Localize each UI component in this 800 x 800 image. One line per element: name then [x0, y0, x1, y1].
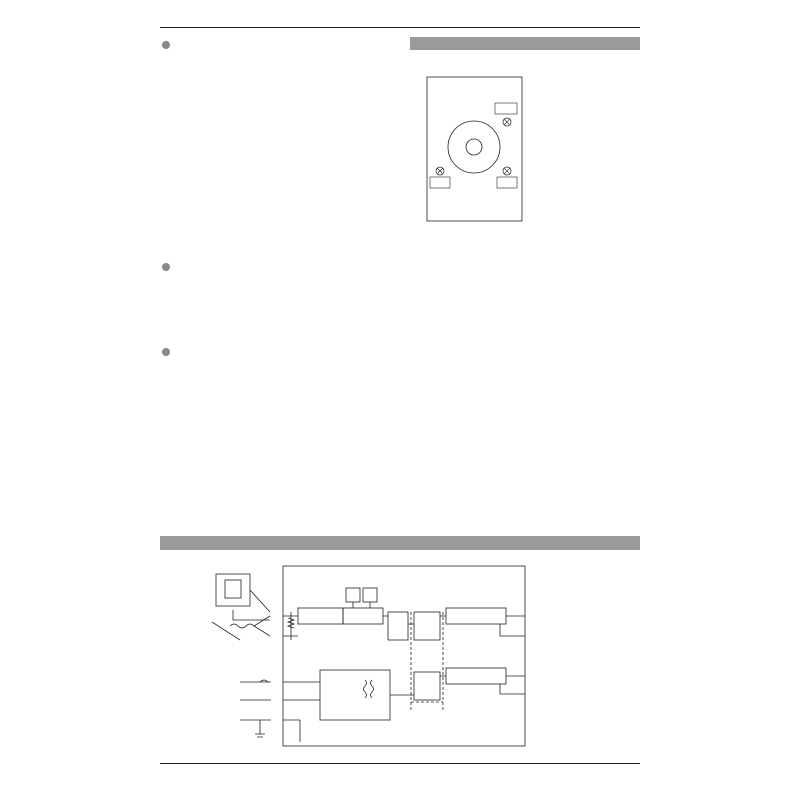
span-trimmer — [363, 588, 377, 602]
socket-circle — [448, 121, 500, 173]
section-material — [162, 347, 174, 358]
iso-block-2 — [414, 612, 440, 640]
socket-drawing — [425, 75, 525, 225]
socket-key — [466, 139, 482, 155]
zero-trimmer — [346, 588, 360, 602]
section-install — [162, 262, 174, 273]
screw-icon — [503, 167, 511, 175]
ct-coil — [230, 624, 254, 628]
principle-diagram — [160, 552, 640, 757]
out2-block — [446, 668, 506, 684]
document-header — [160, 13, 640, 27]
amp-block — [343, 608, 383, 624]
footer-rule — [160, 763, 640, 764]
bullet-icon — [162, 41, 170, 49]
wire — [233, 610, 270, 620]
header-rule — [160, 27, 640, 28]
protector-element — [225, 580, 241, 598]
iso-block-3 — [414, 672, 440, 700]
socket-outline — [427, 77, 522, 221]
bullet-icon — [162, 263, 170, 271]
wire — [254, 616, 270, 636]
bullet-icon — [162, 348, 170, 356]
protector-box — [216, 574, 250, 606]
housing-outline — [283, 566, 525, 746]
screw-icon — [436, 167, 444, 175]
wire — [250, 590, 270, 612]
transformer — [364, 680, 374, 698]
principle-title-bar — [160, 536, 640, 550]
terminal-title-bar — [410, 37, 640, 50]
terminal-box-9 — [430, 177, 450, 188]
psu-block — [320, 670, 390, 720]
rms-block — [298, 608, 343, 624]
section-standard — [162, 40, 174, 51]
screw-icon — [503, 118, 511, 126]
terminal-box-4 — [495, 103, 517, 114]
terminal-box-3 — [497, 177, 517, 188]
out1-block — [446, 608, 506, 624]
iso-block-1 — [388, 612, 408, 640]
